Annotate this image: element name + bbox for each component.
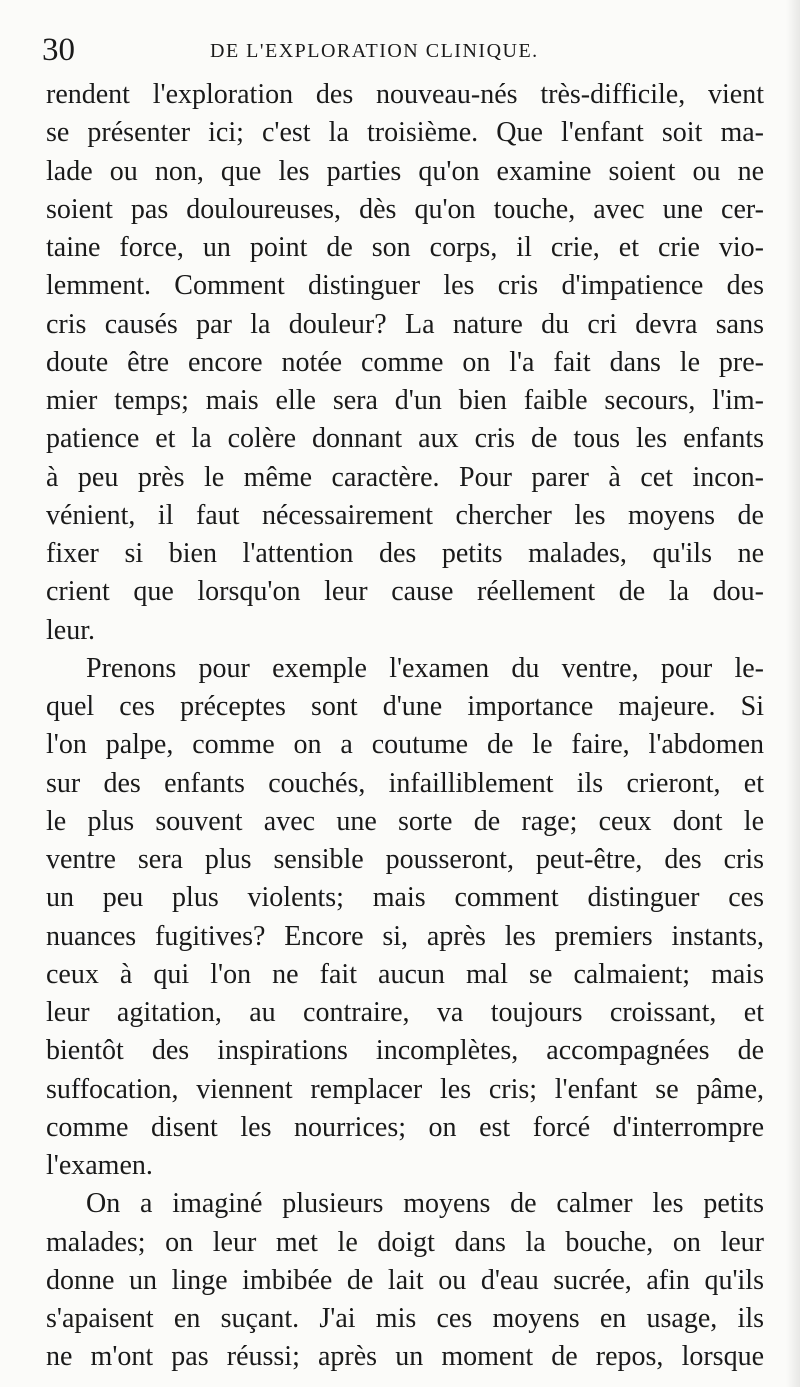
text-line: soient pas douloureuses, dès qu'on touche, avec une cer- xyxy=(46,193,764,225)
page-edge-shadow xyxy=(786,0,800,1387)
body-text xyxy=(46,76,764,1377)
text-line: rendent l'exploration des nouveau-nés très-difficile, vient xyxy=(46,79,764,110)
page-header xyxy=(42,30,762,70)
text-line: ceux à qui l'on ne fait aucun mal se calmaient; mais xyxy=(46,958,764,990)
text-line: patience et la colère donnant aux cris de tous les enfants xyxy=(46,423,764,455)
text-line: l'examen. xyxy=(46,1150,153,1181)
text-line: ne m'ont pas réussi; après un moment de repos, lorsque xyxy=(46,1341,764,1373)
text-line: s'apaisent en suçant. J'ai mis ces moyens en usage, ils xyxy=(46,1303,764,1334)
text-line: taine force, un point de son corps, il crie, et crie vio- xyxy=(46,232,764,263)
running-head: DE L'EXPLORATION CLINIQUE. xyxy=(210,40,539,62)
text-line: doute être encore notée comme on l'a fait dans le pre- xyxy=(46,346,764,378)
text-line: comme disent les nourrices; on est forcé d'interrompre xyxy=(46,1111,764,1143)
text-line: un peu plus violents; mais comment distinguer ces xyxy=(46,882,764,914)
text-line: le plus souvent avec une sorte de rage; ceux dont le xyxy=(46,805,764,837)
text-line: On a imaginé plusieurs moyens de calmer les petits xyxy=(86,1188,764,1220)
text-line: quel ces préceptes sont d'une importance majeure. Si xyxy=(46,691,764,722)
text-line: sur des enfants couchés, infailliblement ils crieront, et xyxy=(46,767,764,799)
text-line: mier temps; mais elle sera d'un bien faible secours, l'im- xyxy=(46,385,764,416)
text-line: l'on palpe, comme on a coutume de le faire, l'abdomen xyxy=(46,729,764,761)
text-line: donne un linge imbibée de lait ou d'eau sucrée, afin qu'ils xyxy=(46,1264,764,1296)
text-line: suffocation, viennent remplacer les cris; l'enfant se pâme, xyxy=(46,1073,764,1105)
text-line: Prenons pour exemple l'examen du ventre, pour le- xyxy=(86,652,764,684)
text-line: nuances fugitives? Encore si, après les premiers instants, xyxy=(46,920,764,952)
text-line: malades; on leur met le doigt dans la bouche, on leur xyxy=(46,1226,764,1258)
text-line: cris causés par la douleur? La nature du cri devra sans xyxy=(46,308,764,340)
paragraph-2 xyxy=(46,650,764,1186)
text-line: lade ou non, que les parties qu'on examine soient ou ne xyxy=(46,155,764,187)
paragraph-1 xyxy=(46,76,764,650)
page-number: 30 xyxy=(42,32,75,68)
text-line: leur. xyxy=(46,614,95,646)
text-line: se présenter ici; c'est la troisième. Que l'enfant soit ma- xyxy=(46,117,764,149)
text-line: vénient, il faut nécessairement chercher les moyens de xyxy=(46,499,764,531)
text-line: lemment. Comment distinguer les cris d'impatience des xyxy=(46,270,764,302)
text-line: leur agitation, au contraire, va toujours croissant, et xyxy=(46,997,764,1028)
paragraph-3 xyxy=(46,1185,764,1376)
text-line: fixer si bien l'attention des petits malades, qu'ils ne xyxy=(46,538,764,569)
text-line: bientôt des inspirations incomplètes, accompagnées de xyxy=(46,1035,764,1067)
text-line: à peu près le même caractère. Pour parer à cet incon- xyxy=(46,461,764,493)
text-line: ventre sera plus sensible pousseront, peut-être, des cris xyxy=(46,844,764,875)
text-line: crient que lorsqu'on leur cause réellement de la dou- xyxy=(46,576,764,608)
